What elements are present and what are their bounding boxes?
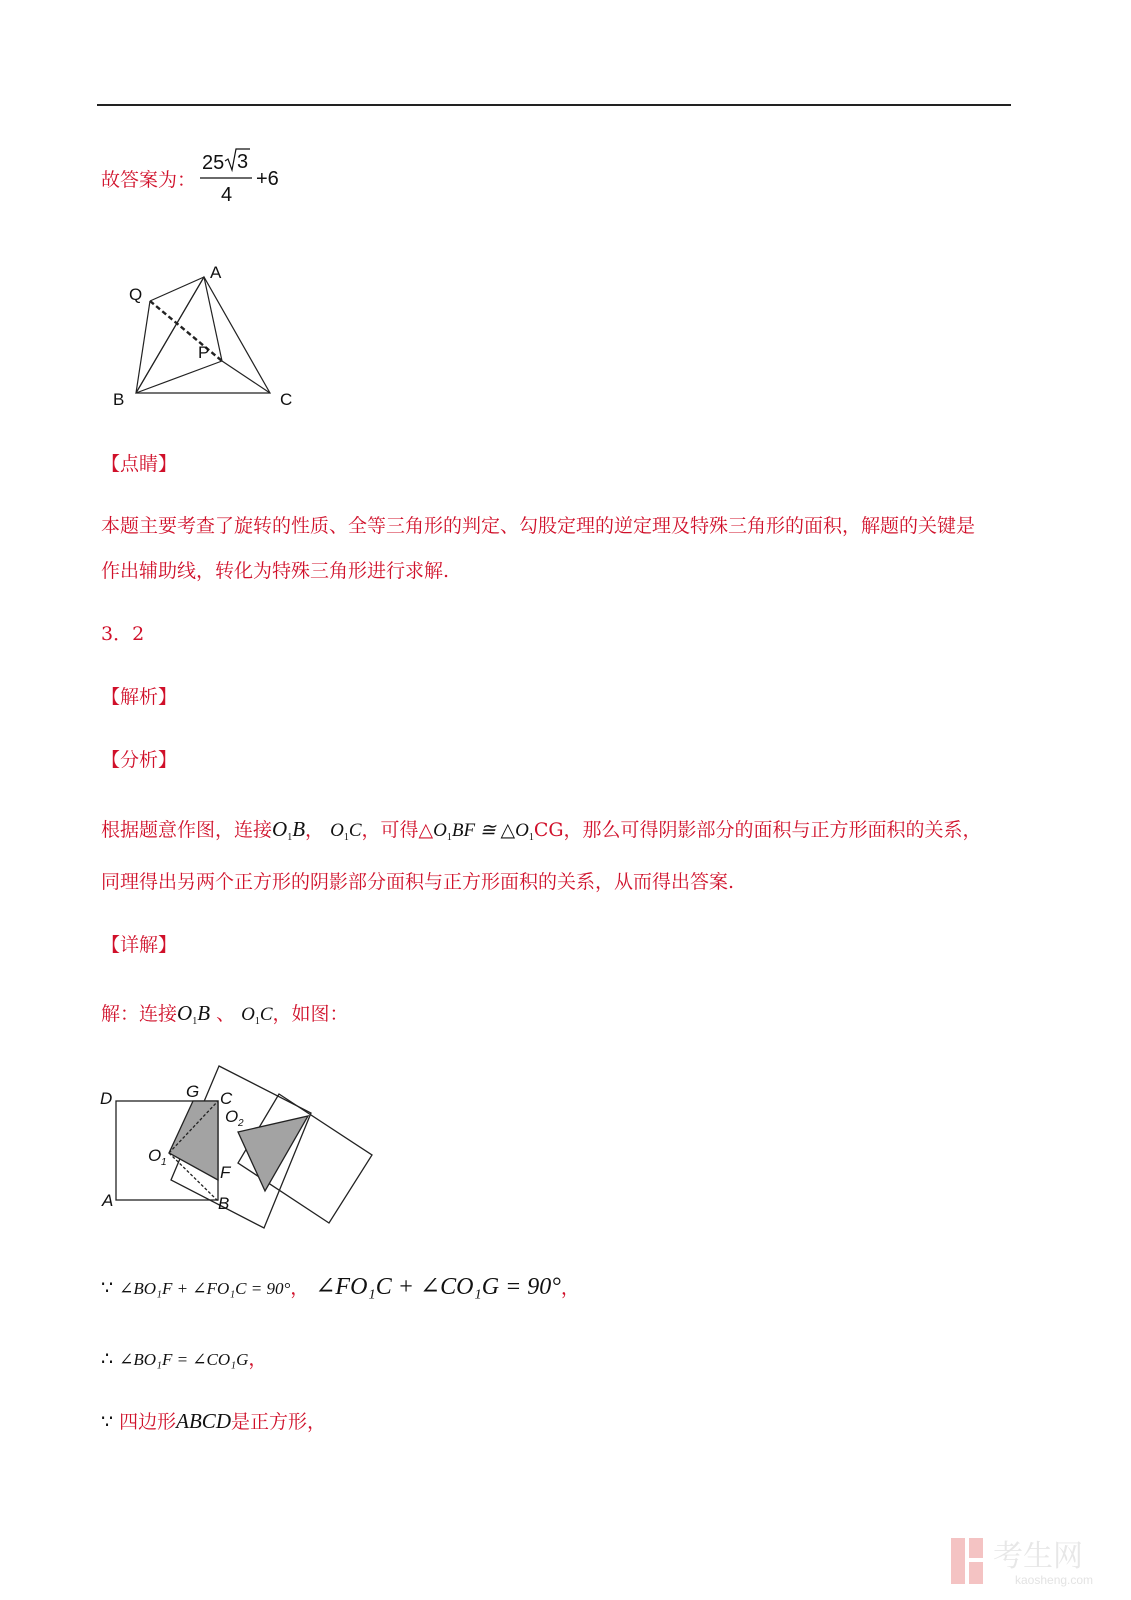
fenxi-text-b: ， bbox=[305, 819, 325, 841]
comma-2: ， bbox=[560, 1277, 580, 1299]
triangle-abc bbox=[136, 277, 270, 393]
fenxi-text-e: CG，那么可得阴影部分的面积与正方形面积的关系， bbox=[533, 819, 982, 841]
tri-o1bf: $O_1$ bbox=[433, 820, 452, 843]
answer-label: 故答案为： bbox=[101, 169, 197, 191]
segment-ba bbox=[136, 277, 204, 393]
triangle-figure bbox=[100, 255, 310, 415]
fenxi-line-2: 同理得出另两个正方形的阴影部分面积与正方形面积的关系，从而得出答案. bbox=[101, 871, 735, 893]
label-o2-sub: 2 bbox=[238, 1118, 244, 1129]
label-a2: A bbox=[102, 1191, 114, 1210]
label-p: P bbox=[198, 343, 210, 362]
heading-dianjing: 【点睛】 bbox=[101, 453, 178, 475]
segment-qa bbox=[150, 277, 204, 301]
therefore-symbol: ∴ bbox=[101, 1349, 114, 1370]
header-rule bbox=[97, 104, 1011, 106]
label-d: D bbox=[100, 1089, 113, 1108]
equation-1: ∠BO₁F + ∠FO₁C = 90° bbox=[119, 1279, 291, 1298]
comma-1: ， bbox=[290, 1277, 310, 1299]
segment-qb bbox=[136, 301, 150, 393]
watermark-url: kaosheng.com bbox=[1015, 1573, 1094, 1587]
label-b2: B bbox=[218, 1194, 230, 1213]
fenxi-line-1 bbox=[101, 815, 982, 843]
step-3 bbox=[101, 1407, 326, 1434]
fraction-radicand: 3 bbox=[237, 151, 249, 173]
fenxi-text-a: 根据题意作图，连接 bbox=[101, 819, 273, 841]
fenxi-text-c: ，可得△ bbox=[361, 819, 434, 841]
label-q: Q bbox=[129, 285, 143, 304]
xiangjie-text-a: 解：连接 bbox=[101, 1003, 178, 1025]
xiangjie-text-c: ，如图： bbox=[272, 1003, 349, 1025]
square-name: ABCD bbox=[176, 1409, 231, 1433]
seg-o1b-2: $O_1B$ bbox=[177, 1001, 211, 1027]
seg-o1b: $O_1B$ bbox=[272, 817, 306, 843]
equation-2: ∠FO₁C + ∠CO₁G = 90° bbox=[315, 1274, 561, 1300]
answer-tail: +6 bbox=[256, 168, 279, 190]
answer-fraction bbox=[196, 145, 306, 207]
because-symbol-1: ∵ bbox=[101, 1278, 114, 1299]
heading-fenxi: 【分析】 bbox=[101, 749, 178, 771]
equation-3: ∠BO₁F = ∠CO₁G bbox=[119, 1350, 249, 1369]
fraction-numerator: 25 bbox=[202, 152, 225, 174]
tri-o1cg: $O_1$ bbox=[515, 820, 534, 843]
segment-bp bbox=[136, 361, 222, 393]
label-a: A bbox=[210, 263, 222, 282]
label-o1: O bbox=[148, 1146, 162, 1165]
seg-o1c-2: $O_1C$ bbox=[241, 1004, 273, 1027]
seg-o1c: $O_1C$ bbox=[330, 820, 362, 843]
fraction-denominator: 4 bbox=[221, 184, 233, 206]
label-o1-sub: 1 bbox=[161, 1157, 167, 1168]
xiangjie-line-1 bbox=[101, 999, 349, 1027]
label-c2: C bbox=[220, 1089, 233, 1108]
label-c: C bbox=[280, 390, 293, 409]
watermark-brand: 考生网 bbox=[993, 1540, 1083, 1573]
kaosheng-watermark bbox=[947, 1532, 1117, 1592]
step-1 bbox=[101, 1272, 580, 1301]
comma-3: ， bbox=[248, 1348, 268, 1370]
because-symbol-2: ∵ bbox=[101, 1412, 114, 1433]
step-3-text-c: 是正方形， bbox=[230, 1411, 326, 1433]
segment-pc bbox=[222, 361, 270, 393]
xiangjie-text-b: 、 bbox=[216, 1003, 236, 1025]
step-3-text-a: 四边形 bbox=[119, 1411, 177, 1433]
label-o2: O bbox=[225, 1107, 239, 1126]
watermark-logo-icon bbox=[951, 1538, 983, 1584]
label-f: F bbox=[220, 1163, 231, 1182]
dianjing-line-1: 本题主要考查了旋转的性质、全等三角形的判定、勾股定理的逆定理及特殊三角形的面积，解题的关键是 bbox=[101, 515, 976, 537]
squares-figure bbox=[96, 1060, 386, 1235]
heading-xiangjie: 【详解】 bbox=[101, 934, 178, 956]
question-3-answer: 3．2 bbox=[101, 623, 145, 645]
heading-jiexi: 【解析】 bbox=[101, 686, 178, 708]
label-b: B bbox=[113, 390, 125, 409]
step-2 bbox=[101, 1344, 267, 1371]
fenxi-text-d: BF ≅ △ bbox=[451, 820, 516, 841]
label-g: G bbox=[186, 1082, 200, 1101]
dianjing-line-2: 作出辅助线，转化为特殊三角形进行求解. bbox=[101, 560, 450, 582]
shaded-region-2 bbox=[238, 1116, 308, 1191]
